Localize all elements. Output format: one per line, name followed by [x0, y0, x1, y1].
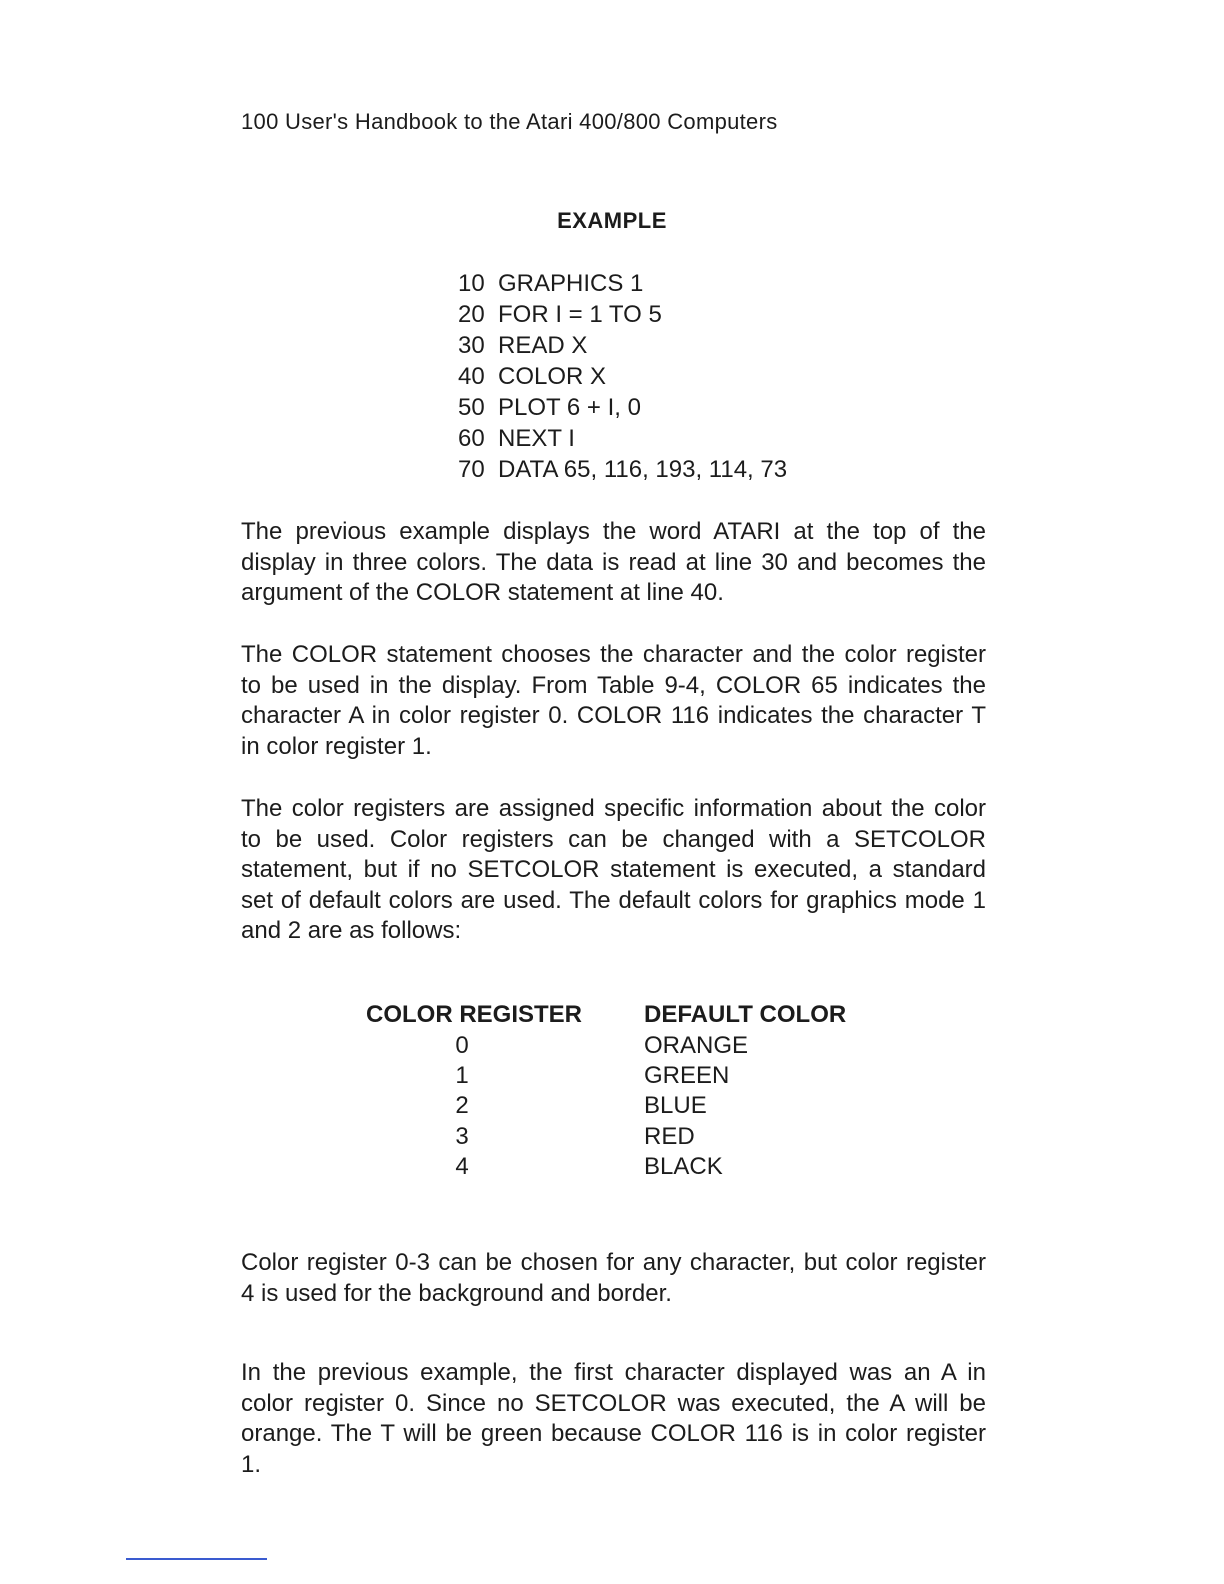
table-row: [366, 1122, 846, 1152]
paragraph-register-usage: Color register 0-3 can be chosen for any character, but color register 4 is used for the background and border.: [241, 1249, 986, 1307]
paragraph-color-statement: The COLOR statement chooses the character and the color register to be used in the display. From Table 9-4, COLOR 65 indicates the character A in color register 0. COLOR 116 indicates the character T in color register 1.: [241, 641, 986, 760]
code-line-text: GRAPHICS 1: [498, 270, 644, 297]
example-heading: EXAMPLE: [557, 208, 667, 233]
code-line: [458, 299, 787, 330]
color-cell: ORANGE: [644, 1032, 749, 1059]
code-line-number: 60: [458, 425, 485, 452]
paragraph-color-registers: The color registers are assigned specific information about the color to be used. Color registers can be changed with a SETCOLOR statement, but if no SETCOLOR statement is executed, a standard set of default colors are used. The default colors for graphics mode 1 and 2 are as follows:: [241, 795, 986, 944]
paragraph-example-explanation: In the previous example, the first character displayed was an A in color register 0. Since no SETCOLOR was executed, the A will be orange. The T will be green because COLOR 116 is in color register 1.: [241, 1359, 986, 1478]
code-line-text: DATA 65, 116, 193, 114, 73: [498, 456, 788, 483]
code-line-number: 10: [458, 270, 485, 297]
footnote-rule: [126, 1558, 267, 1560]
color-cell: RED: [644, 1122, 695, 1150]
table-row: [366, 1031, 846, 1061]
table-row: [366, 1061, 846, 1091]
column-header-register: COLOR REGISTER: [366, 1001, 583, 1028]
color-cell: BLUE: [644, 1092, 707, 1120]
column-header-color: DEFAULT COLOR: [644, 1001, 847, 1028]
code-line-text: FOR I = 1 TO 5: [498, 301, 662, 328]
code-line: [458, 330, 787, 361]
code-listing: [458, 268, 787, 485]
code-line: [458, 392, 787, 423]
code-line-number: 50: [458, 394, 485, 421]
code-line-text: NEXT I: [498, 425, 575, 452]
table-header: [366, 999, 846, 1031]
table-row: [366, 1091, 846, 1121]
code-line: [458, 361, 787, 392]
register-cell: 4: [455, 1152, 469, 1180]
code-line: [458, 268, 787, 299]
color-cell: BLACK: [644, 1152, 723, 1180]
code-line: [458, 454, 787, 485]
code-line-number: 70: [458, 456, 485, 483]
code-line-number: 30: [458, 332, 485, 359]
table-row: [366, 1152, 846, 1182]
running-head: 100 User's Handbook to the Atari 400/800 Computers: [241, 109, 778, 134]
default-color-table: [366, 999, 846, 1182]
register-cell: 1: [455, 1062, 469, 1090]
code-line-text: COLOR X: [498, 363, 607, 390]
register-cell: 0: [455, 1032, 469, 1059]
register-cell: 3: [455, 1122, 469, 1150]
paragraph-example-description: The previous example displays the word ATARI at the top of the display in three colors. The data is read at line 30 and becomes the argument of the COLOR statement at line 40.: [241, 518, 986, 606]
code-line-number: 20: [458, 301, 485, 328]
code-line-number: 40: [458, 363, 485, 390]
code-line-text: READ X: [498, 332, 588, 359]
register-cell: 2: [455, 1092, 469, 1120]
color-cell: GREEN: [644, 1062, 730, 1090]
code-line: [458, 423, 787, 454]
code-line-text: PLOT 6 + I, 0: [498, 394, 641, 421]
